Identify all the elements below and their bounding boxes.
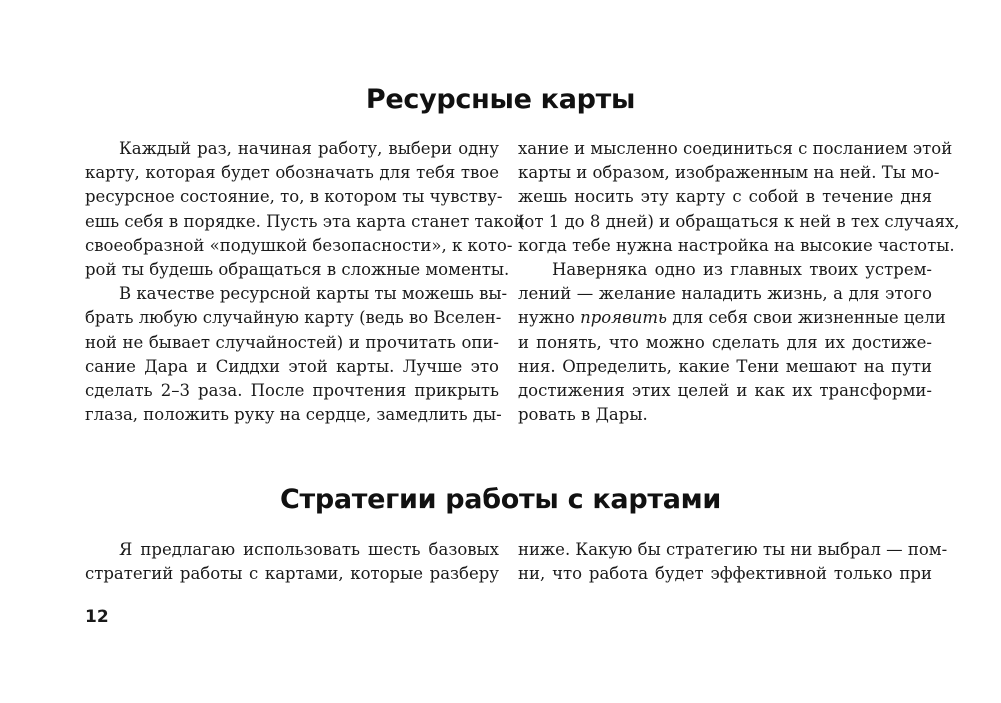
text-line: Наверняка одно из главных твоих устрем-	[552, 259, 932, 279]
text-line: брать любую случайную карту (ведь во Вселен-	[85, 308, 502, 328]
section1-left-column	[85, 137, 525, 427]
text-line: когда тебе нужна настройка на высокие частоты.	[518, 235, 955, 255]
text-line: Я предлагаю использовать шесть базовых	[119, 540, 499, 559]
text-segment: для себя свои жизненные цели	[666, 308, 946, 328]
text-line: жешь носить эту карту с собой в течение дня	[518, 187, 932, 207]
section2-right-column	[518, 538, 948, 586]
text-line: сание Дара и Сиддхи этой карты. Лучше это	[85, 356, 499, 376]
text-line: Каждый раз, начиная работу, выбери одну	[119, 139, 499, 158]
text-line: карты и образом, изображенным на ней. Ты мо-	[518, 163, 940, 183]
text-line: ешь себя в порядке. Пусть эта карта станет такой	[85, 211, 525, 231]
text-line: ровать в Дары.	[518, 405, 648, 425]
text-line: ной не бывает случайностей) и прочитать опи-	[85, 332, 499, 352]
text-line: карту, которая будет обозначать для тебя твое	[85, 163, 499, 183]
text-line: ниже. Какую бы стратегию ты ни выбрал — пом-	[518, 540, 948, 559]
text-line-with-emphasis	[518, 306, 946, 330]
text-line: глаза, положить руку на сердце, замедлить ды-	[85, 405, 502, 425]
text-line: рой ты будешь обращаться в сложные моменты.	[85, 259, 510, 279]
section-heading-resource-cards: Ресурсные карты	[365, 84, 636, 115]
text-line: своеобразной «подушкой безопасности», к кото-	[85, 235, 513, 255]
text-line: сделать 2–3 раза. После прочтения прикрыть	[85, 380, 499, 400]
text-line: лений — желание наладить жизнь, а для этого	[518, 284, 932, 304]
text-line: (от 1 до 8 дней) и обращаться к ней в тех случаях,	[518, 211, 960, 231]
text-line: достижения этих целей и как их трансформи-	[518, 380, 932, 400]
page-number: 12	[85, 607, 109, 627]
text-segment: нужно	[518, 308, 581, 328]
section2-left-column	[85, 538, 499, 586]
text-line: В качестве ресурсной карты ты можешь вы-	[119, 284, 508, 304]
section1-right-column	[518, 137, 960, 427]
section-heading-card-strategies: Стратегии работы с картами	[279, 484, 722, 515]
text-line: ресурсное состояние, то, в котором ты чувству-	[85, 187, 503, 207]
text-line: ни, что работа будет эффективной только при	[518, 564, 932, 584]
emphasized-word: проявить	[580, 308, 667, 328]
text-line: ния. Определить, какие Тени мешают на пути	[518, 356, 932, 376]
text-line: хание и мысленно соединиться с посланием этой	[518, 139, 953, 158]
text-line: и понять, что можно сделать для их достиже-	[518, 332, 932, 352]
text-line: стратегий работы с картами, которые разберу	[85, 564, 499, 584]
